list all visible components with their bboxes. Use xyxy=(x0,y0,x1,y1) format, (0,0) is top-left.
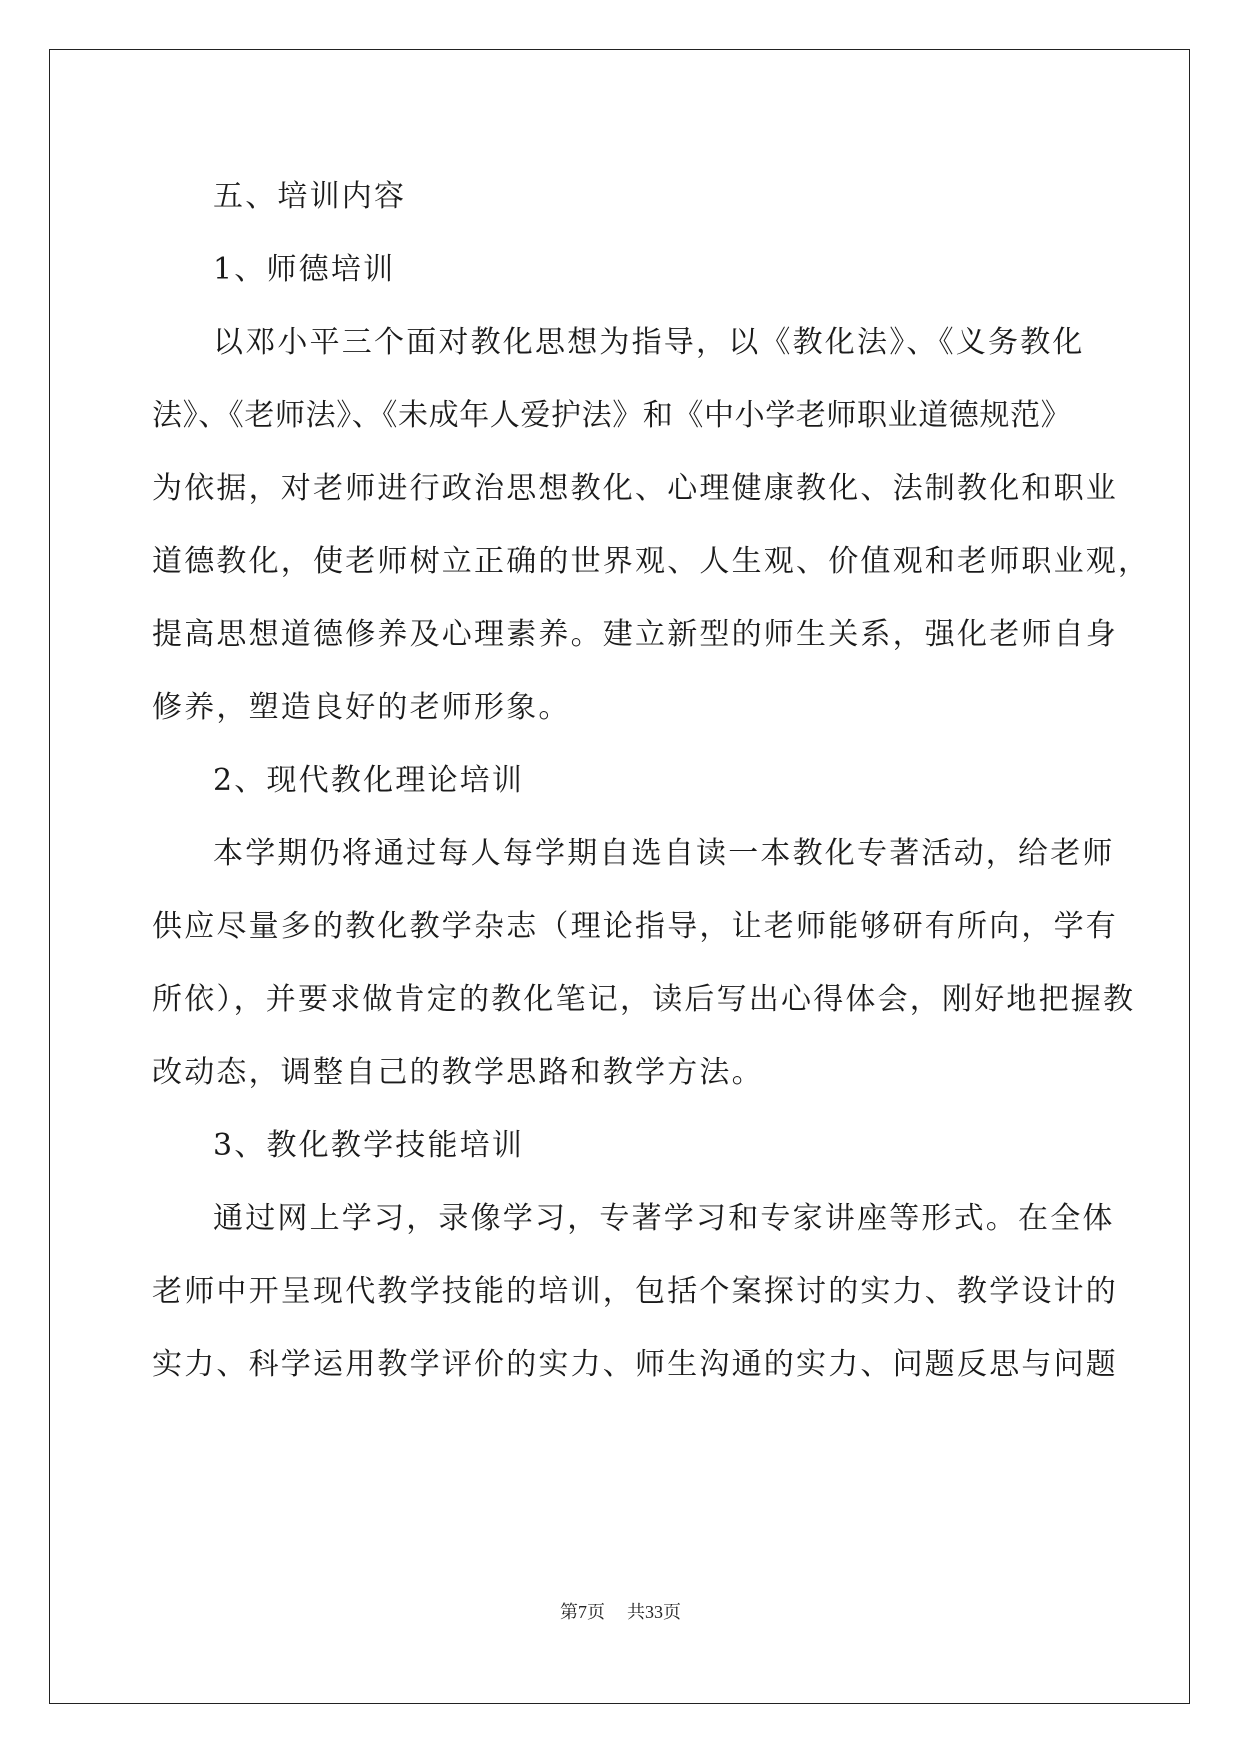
document-body xyxy=(152,160,1151,1401)
paragraph-line: 为依据，对老师进行政治思想教化、心理健康教化、法制教化和职业 xyxy=(152,471,1118,506)
page-number: 第7页 xyxy=(560,1602,605,1622)
paragraph-line: 以邓小平三个面对教化思想为指导，以《教化法》、《义务教化 xyxy=(213,325,1085,360)
paragraph-line: 供应尽量多的教化教学杂志（理论指导，让老师能够研有所向，学有 xyxy=(152,909,1118,944)
paragraph-line: 通过网上学习，录像学习，专著学习和专家讲座等形式。在全体 xyxy=(213,1201,1115,1236)
paragraph-line: 实力、科学运用教学评价的实力、师生沟通的实力、问题反思与问题 xyxy=(152,1347,1118,1382)
paragraph-line: 改动态，调整自己的教学思路和教学方法。 xyxy=(152,1055,764,1090)
subsection-heading: 1、师德培训 xyxy=(213,252,396,287)
paragraph-line: 法》、《老师法》、《未成年人爱护法》和《中小学老师职业道德规范》 xyxy=(152,398,1072,433)
paragraph-line: 提高思想道德修养及心理素养。建立新型的师生关系，强化老师自身 xyxy=(152,617,1118,652)
page-footer xyxy=(0,1598,1241,1624)
paragraph-line: 道德教化，使老师树立正确的世界观、人生观、价值观和老师职业观， xyxy=(152,544,1151,579)
paragraph-line: 老师中开呈现代教学技能的培训，包括个案探讨的实力、教学设计的 xyxy=(152,1274,1118,1309)
subsection-heading: 2、现代教化理论培训 xyxy=(213,763,525,798)
paragraph-line: 修养，塑造良好的老师形象。 xyxy=(152,690,571,725)
paragraph-line: 本学期仍将通过每人每学期自选自读一本教化专著活动，给老师 xyxy=(213,836,1115,871)
paragraph-line: 所依），并要求做肯定的教化笔记，读后写出心得体会，刚好地把握教 xyxy=(152,982,1136,1017)
section-heading: 五、培训内容 xyxy=(213,179,407,214)
page-total: 共33页 xyxy=(627,1602,681,1622)
subsection-heading: 3、教化教学技能培训 xyxy=(213,1128,525,1163)
